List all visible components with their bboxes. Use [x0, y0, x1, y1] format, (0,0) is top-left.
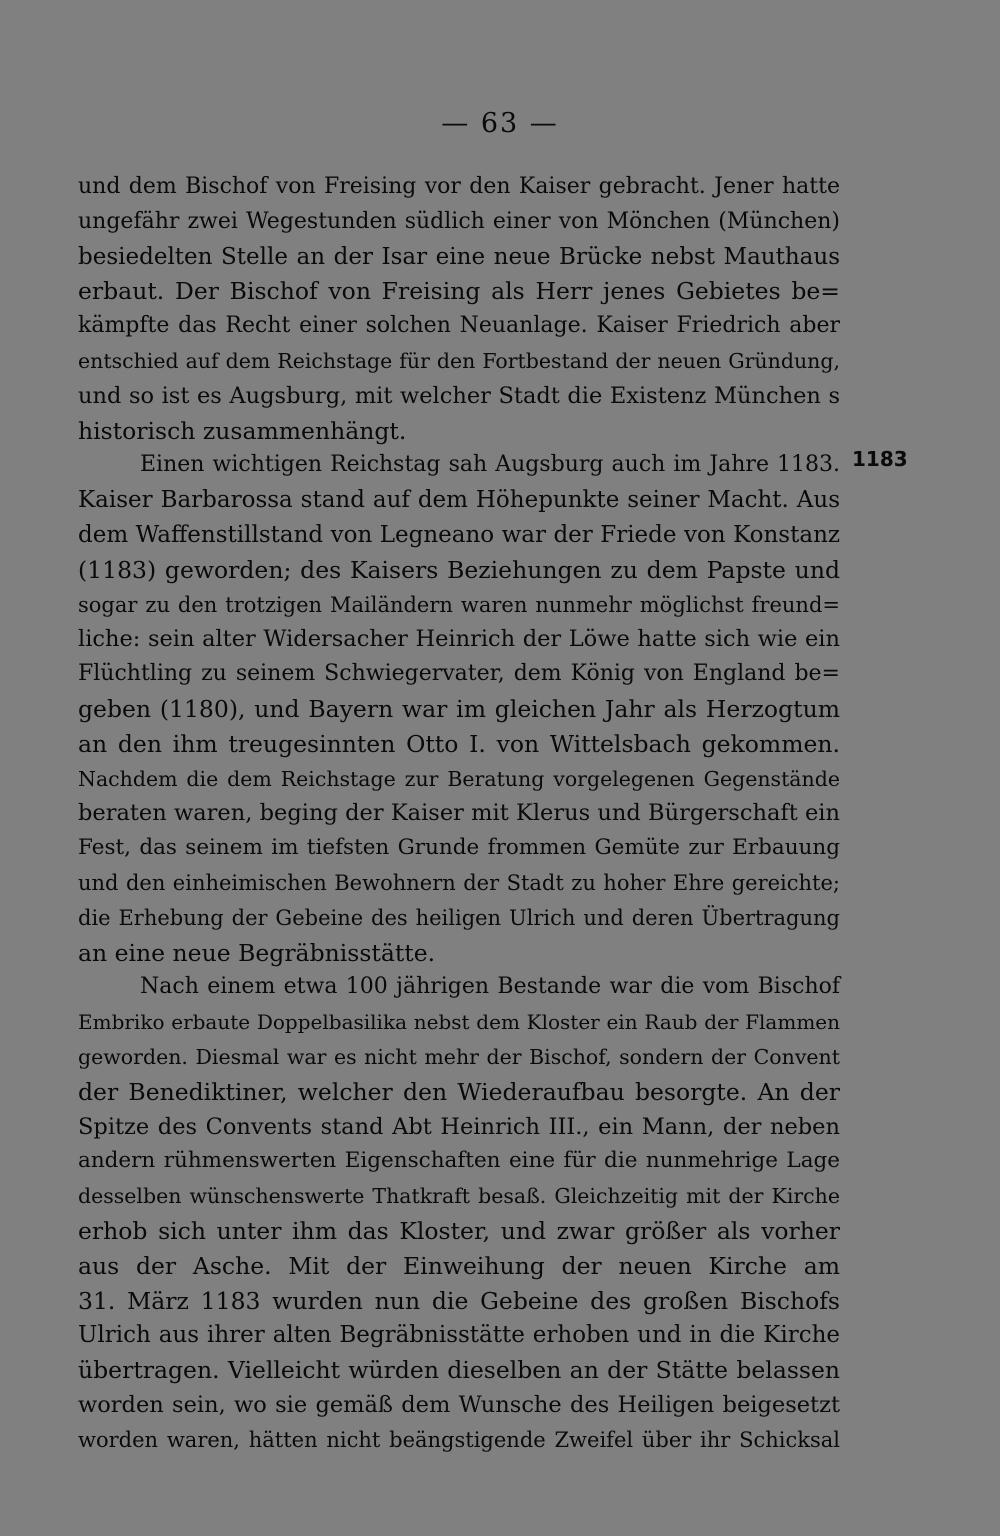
text-line: aus der Asche. Mit der Einweihung der neuen Kirche am [78, 1251, 840, 1280]
text-line: andern rühmenswerten Eigenschaften eine für die nunmehrige Lage [78, 1148, 840, 1174]
text-line: Kaiser Barbarossa stand auf dem Höhepunkte seiner Macht. Aus [78, 487, 840, 514]
text-line: (1183) geworden; des Kaisers Beziehungen zu dem Papste und [78, 555, 840, 584]
text-line: beraten waren, beging der Kaiser mit Klerus und Bürgerschaft ein [78, 800, 840, 827]
text-line: und dem Bischof von Freising vor den Kaiser gebracht. Jener hatte [78, 174, 840, 199]
text-line: worden sein, wo sie gemäß dem Wunsche des Heiligen beigesetzt [78, 1391, 840, 1418]
text-line: der Benediktiner, welcher den Wiederaufbau besorgte. An der [78, 1077, 840, 1106]
page-number: — 63 — [441, 108, 559, 139]
text-line: erhob sich unter ihm das Kloster, und zwar größer als vorher [78, 1216, 840, 1245]
margin-year-note: 1183 [852, 447, 908, 471]
body-text [78, 170, 840, 1457]
text-line: Spitze des Convents stand Abt Heinrich III., ein Mann, der neben [78, 1113, 840, 1140]
text-line: sogar zu den trotzigen Mailändern waren nunmehr möglichst freund= [78, 592, 840, 617]
text-line: an eine neue Begräbnisstätte. [78, 938, 436, 967]
text-line: Nach einem etwa 100 jährigen Bestande war die vom Bischof [140, 974, 840, 1000]
text-line: besiedelten Stelle an der Isar eine neue Brücke nebst Mauthaus [78, 243, 840, 270]
text-line: ungefähr zwei Wegestunden südlich einer von Mönchen (München) [78, 208, 840, 234]
text-line: geben (1180), und Bayern war im gleichen Jahr als Herzogtum [78, 694, 840, 723]
text-line: Ulrich aus ihrer alten Begräbnisstätte erhoben und in die Kirche [78, 1322, 840, 1349]
text-line: Nachdem die dem Reichstage zur Beratung vorgelegenen Gegenstände [78, 766, 840, 791]
text-line: desselben wünschenswerte Thatkraft besaß. Gleichzeitig mit der Kirche [78, 1184, 840, 1209]
text-line: die Erhebung der Gebeine des heiligen Ulrich und deren Übertragung [78, 905, 840, 930]
text-line: Flüchtling zu seinem Schwiegervater, dem König von England be= [78, 661, 840, 687]
text-line: 31. März 1183 wurden nun die Gebeine des großen Bischofs [78, 1286, 840, 1315]
text-line: historisch zusammenhängt. [78, 416, 407, 445]
text-line: worden waren, hätten nicht beängstigende Zweifel über ihr Schicksal [78, 1427, 840, 1452]
text-line: und so ist es Augsburg, mit welcher Stadt die Existenz München s [78, 382, 840, 409]
text-line: dem Waffenstillstand von Legneano war der Friede von Konstanz [78, 521, 840, 548]
text-line: erbaut. Der Bischof von Freising als Herr jenes Gebietes be= [78, 277, 840, 306]
text-line: entschied auf dem Reichstage für den Fortbestand der neuen Gründung, [78, 348, 840, 373]
text-line: kämpfte das Recht einer solchen Neuanlage. Kaiser Friedrich aber [78, 313, 840, 339]
text-line: liche: sein alter Widersacher Heinrich der Löwe hatte sich wie ein [78, 626, 840, 653]
text-line: Fest, das seinem im tiefsten Grunde frommen Gemüte zur Erbauung [78, 835, 840, 861]
text-line: und den einheimischen Bewohnern der Stadt zu hoher Ehre gereichte; [78, 870, 840, 895]
text-line: geworden. Diesmal war es nicht mehr der Bischof, sondern der Convent [78, 1044, 840, 1069]
text-line: Embriko erbaute Doppelbasilika nebst dem Kloster ein Raub der Flammen [78, 1010, 840, 1035]
text-line: Einen wichtigen Reichstag sah Augsburg auch im Jahre 1183. [140, 452, 840, 478]
text-line: übertragen. Vielleicht würden dieselben an der Stätte belassen [78, 1356, 840, 1385]
text-line: an den ihm treugesinnten Otto I. von Wittelsbach gekommen. [78, 729, 840, 758]
